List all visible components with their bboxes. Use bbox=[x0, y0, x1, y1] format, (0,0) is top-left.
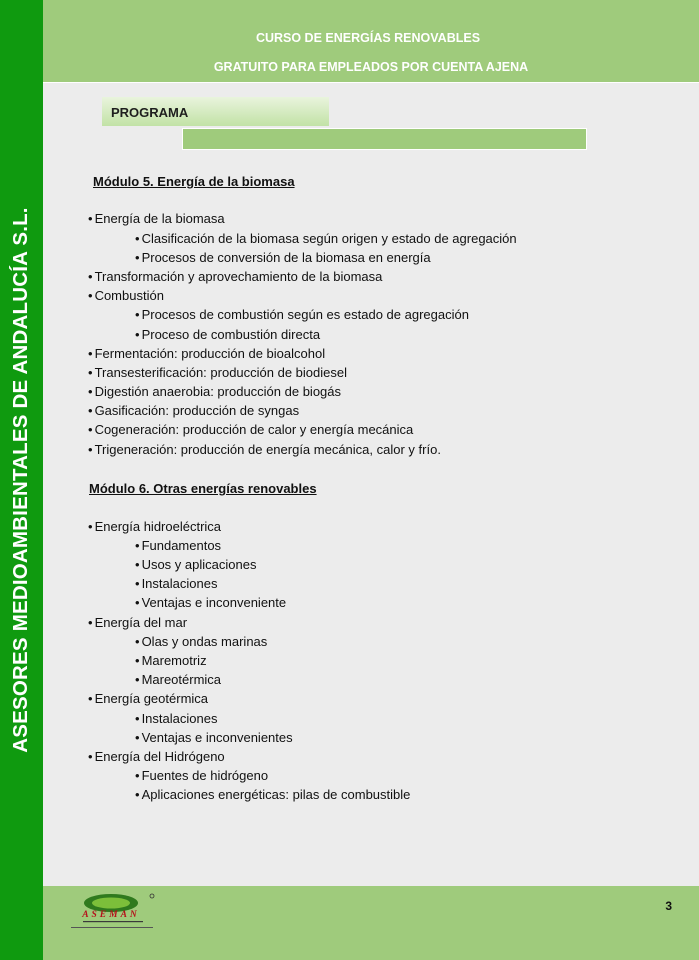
list-item: • Instalaciones bbox=[135, 711, 217, 726]
list-item: • Energía hidroeléctrica bbox=[88, 519, 221, 534]
list-item: • Energía del mar bbox=[88, 615, 187, 630]
list-item: • Fundamentos bbox=[135, 538, 221, 553]
list-item: • Digestión anaerobia: producción de biogás bbox=[88, 384, 341, 399]
list-item: • Transesterificación: producción de biodiesel bbox=[88, 365, 347, 380]
list-item: • Trigeneración: producción de energía mecánica, calor y frío. bbox=[88, 442, 441, 457]
course-subtitle: GRATUITO PARA EMPLEADOS POR CUENTA AJENA bbox=[213, 60, 529, 74]
section-bar bbox=[182, 128, 587, 150]
list-item: • Transformación y aprovechamiento de la biomasa bbox=[88, 269, 382, 284]
list-item: • Procesos de conversión de la biomasa en energía bbox=[135, 250, 431, 265]
header bbox=[43, 0, 699, 83]
list-item: • Procesos de combustión según es estado de agregación bbox=[135, 307, 469, 322]
company-name: ASESORES MEDIOAMBIENTALES DE ANDALUCÍA S.L. bbox=[9, 207, 32, 753]
course-title: CURSO DE ENERGÍAS RENOVABLES bbox=[255, 31, 481, 45]
page-number: 3 bbox=[665, 899, 672, 913]
list-item: • Mareotérmica bbox=[135, 672, 221, 687]
programa-tab bbox=[102, 97, 329, 126]
list-item: • Proceso de combustión directa bbox=[135, 327, 320, 342]
list-item: • Maremotriz bbox=[135, 653, 207, 668]
list-item: • Aplicaciones energéticas: pilas de combustible bbox=[135, 787, 410, 802]
aseman-logo bbox=[61, 892, 161, 932]
list-item: • Energía geotérmica bbox=[88, 691, 208, 706]
programa-label: PROGRAMA bbox=[111, 105, 189, 120]
list-item: • Clasificación de la biomasa según origen y estado de agregación bbox=[135, 231, 517, 246]
list-item: • Ventajas e inconveniente bbox=[135, 595, 286, 610]
module-6-title: Módulo 6. Otras energías renovables bbox=[89, 481, 317, 496]
list-item: • Ventajas e inconvenientes bbox=[135, 730, 293, 745]
module-5-title: Módulo 5. Energía de la biomasa bbox=[93, 174, 295, 189]
list-item: • Cogeneración: producción de calor y energía mecánica bbox=[88, 422, 413, 437]
list-item: • Combustión bbox=[88, 288, 164, 303]
list-item: • Fuentes de hidrógeno bbox=[135, 768, 268, 783]
list-item: • Instalaciones bbox=[135, 576, 217, 591]
list-item: • Usos y aplicaciones bbox=[135, 557, 256, 572]
list-item: • Fermentación: producción de bioalcohol bbox=[88, 346, 325, 361]
list-item: • Gasificación: producción de syngas bbox=[88, 403, 299, 418]
footer bbox=[43, 886, 699, 960]
list-item: • Energía del Hidrógeno bbox=[88, 749, 225, 764]
list-item: • Energía de la biomasa bbox=[88, 211, 225, 226]
list-item: • Olas y ondas marinas bbox=[135, 634, 267, 649]
logo-text: ASEMAN bbox=[82, 910, 140, 920]
sidebar bbox=[0, 0, 43, 960]
